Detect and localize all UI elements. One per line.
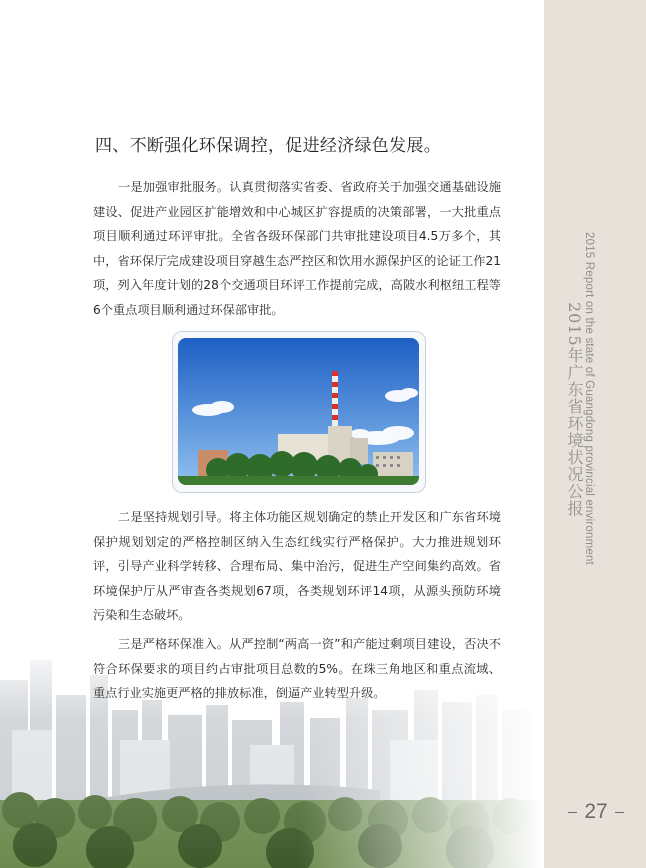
paragraph-planning-guidance: 二是坚持规划引导。将主体功能区规划确定的禁止开发区和广东省环境保护规划划定的严格控制区纳入生态红线实行严格保护。大力推进规划环评，引导产业科学转移、合理布局、集中治污，促进生产空间集约高效。省环境保护厅从严审查各类规划67项，各类规划环评14项，从源头预防环境污染和生态破坏。 [93, 510, 501, 622]
page-number-value: 27 [584, 800, 608, 823]
dash-left [568, 812, 577, 813]
report-title-english: 2015 Report on the state of Guangdong provincial environment [583, 232, 595, 565]
report-title-chinese: 2015年广东省环境状况公报 [565, 302, 584, 517]
sidebar [544, 0, 646, 868]
paragraph-approval-service: 一是加强审批服务。认真贯彻落实省委、省政府关于加强交通基础设施建设、促进产业园区扩能增效和中心城区扩容提质的决策部署，一大批重点项目顺利通过环评审批。全省各级环保部门共审批建设项目4.5万多个，其中，省环保厅完成建设项目穿越生态严控区和饮用水源保护区的论证工作21项，列入年度计划的28个交通项目环评工作提前完成，高陂水利枢纽工程等6个重点项目顺利通过环保部审批。 [93, 180, 501, 317]
power-plant-photo [178, 338, 419, 485]
dash-right [615, 812, 624, 813]
paragraph-environmental-access: 三是严格环保准入。从严控制“两高一资”和产能过剩项目建设，否决不符合环保要求的项目约占审批项目总数的5%。在珠三角地区和重点流域、重点行业实施更严格的排放标准，倒逼产业转型升级。 [93, 637, 501, 700]
page-number [556, 800, 636, 824]
section-heading: 四、不断强化环保调控，促进经济绿色发展。 [95, 136, 441, 156]
